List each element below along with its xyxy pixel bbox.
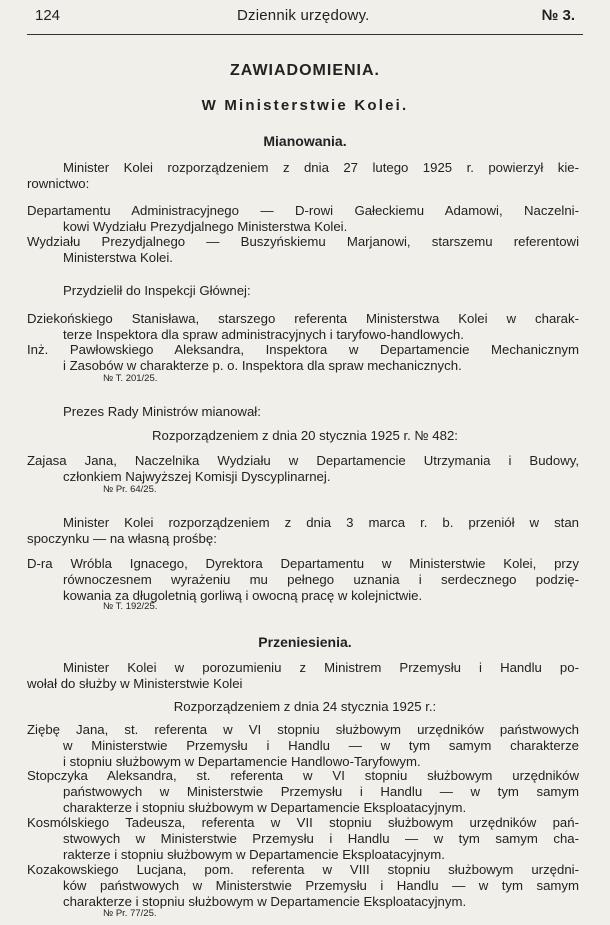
paragraph: D-ra Wróbla Ignacego, Dyrektora Departamentu w Ministerstwie Kolei, przy równoczesnem wyrażeniu mu pełnego uznania i serdecznego podzię- kowania za długoletnią gorliwą i owocną pracę w kolejnictwie. (27, 556, 579, 603)
paragraph: Wydziału Prezydjalnego — Buszyńskiemu Marjanowi, starszemu referentowi Ministerstwa Kolei. (27, 234, 579, 265)
paragraph: Przydzielił do Inspekcji Głównej: (63, 283, 251, 298)
paragraph: Ziębę Jana, st. referenta w VI stopniu służbowym urzędników państwowych w Ministerstwie Przemysłu i Handlu — w tym samym charakterze i stopniu służbowym w Departamencie Handlowo-Taryfowym. (27, 722, 579, 769)
paragraph: Zajasa Jana, Naczelnika Wydziału w Departamencie Utrzymania i Budowy, członkiem Najwyższej Komisji Dyscyplinarnej. (27, 453, 579, 484)
paragraph: Departamentu Administracyjnego — D-rowi Gałeckiemu Adamowi, Naczelni- kowi Wydziału Prezydjalnego Ministerstwa Kolei. (27, 203, 579, 234)
paragraph: Stopczyka Aleksandra, st. referenta w VI stopniu służbowym urzędników państwowych w Ministerstwie Przemysłu i Handlu — w tym samym charakterze i stopniu służbowym w Departamencie Eksploatacyjnym. (27, 768, 579, 815)
decree-line: Rozporządzeniem z dnia 20 stycznia 1925 r. № 482: (152, 428, 458, 443)
page-header (27, 4, 583, 28)
ministry-title: W Ministerstwie Kolei. (201, 97, 409, 114)
paragraph: Minister Kolei rozporządzeniem z dnia 3 marca r. b. przeniół w stan spoczynku — na własną prośbę: (27, 515, 579, 546)
reference-number: № Pr. 64/25. (103, 484, 157, 495)
paragraph: Kozakowskiego Lucjana, pom. referenta w VIII stopniu służbowym urzędni- ków państwowych w Ministerstwie Przemysłu i Handlu — w tym samym charakterze i stopniu służbowym w Departamencie Eksploatacyjnym. (27, 862, 579, 909)
header-rule (27, 34, 583, 35)
reference-number: № T. 192/25. (103, 601, 158, 612)
issue-number: № 3. (541, 7, 575, 24)
paragraph: Inż. Pawłowskiego Aleksandra, Inspektora w Departamencie Mechanicznym i Zasobów w charakterze p. o. Inspektora dla spraw mechanicznych. (27, 342, 579, 373)
paragraph: Minister Kolei w porozumieniu z Ministrem Przemysłu i Handlu po- wołał do służby w Ministerstwie Kolei (27, 660, 579, 691)
reference-number: № T. 201/25. (103, 373, 158, 384)
paragraph: Prezes Rady Ministrów mianował: (63, 404, 261, 419)
paragraph: Minister Kolei rozporządzeniem z dnia 27 lutego 1925 r. powierzył kie- rownictwo: (27, 160, 579, 191)
main-title: ZAWIADOMIENIA. (230, 62, 380, 79)
decree-line: Rozporządzeniem z dnia 24 stycznia 1925 r.: (173, 699, 437, 714)
reference-number: № Pr. 77/25. (103, 908, 157, 919)
journal-title: Dziennik urzędowy. (237, 7, 370, 24)
section-heading-przeniesienia: Przeniesienia. (258, 634, 352, 650)
paragraph: Kosmólskiego Tadeusza, referenta w VII stopniu służbowym urzędników pań- stwowych w Ministerstwie Przemysłu i Handlu — w tym samym cha- rakterze i stopniu służbowym w Departamencie Eksploatacyjnym. (27, 815, 579, 862)
page-number: 124 (35, 7, 61, 24)
section-heading-mianowania: Mianowania. (263, 133, 347, 149)
paragraph: Dziekońskiego Stanisława, starszego referenta Ministerstwa Kolei w charak- terze Inspektora dla spraw administracyjnych i taryfowo-handlowych. (27, 311, 579, 342)
document-page (27, 0, 583, 925)
